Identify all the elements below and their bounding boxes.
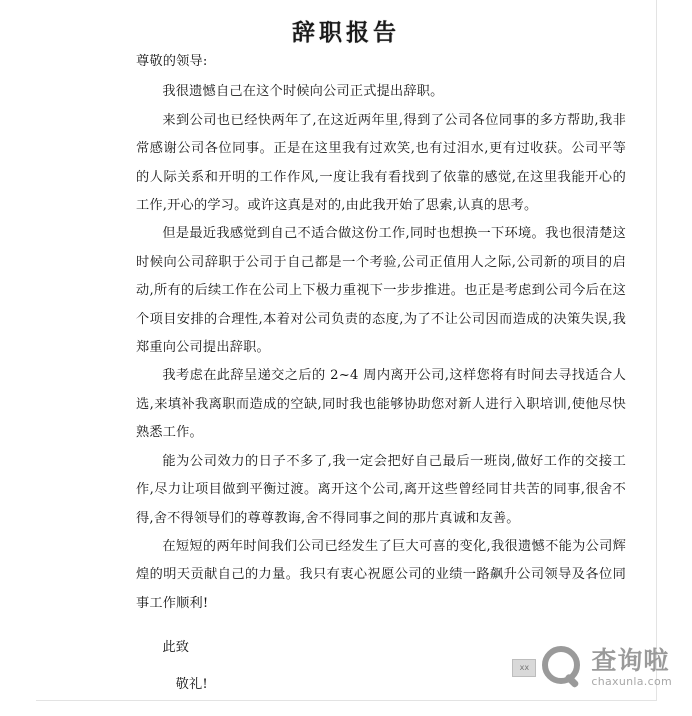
document-body (136, 48, 626, 699)
paragraph-3: 但是最近我感觉到自己不适合做这份工作,同时也想换一下环境。我也很清楚这时候向公司辞职于公司于自己都是一个考验,公司正值用人之际,公司新的项目的启动,所有的后续工作在公司上下极力重视下一步步推进。也正是考虑到公司今后在这个项目安排的合理性,本着对公司负责的态度,为了不让公司因而造成的决策失误,我郑重向公司提出辞职。 (136, 226, 626, 356)
brand-url: chaxunla.com (591, 675, 672, 689)
paragraph-2: 来到公司也已经快两年了,在这近两年里,得到了公司各位同事的多方帮助,我非常感谢公司各位同事。正是在这里我有过欢笑,也有过泪水,更有过收获。公司平等的人际关系和开明的工作作风,一度让我有看找到了依靠的感觉,在这里我能开心的工作,开心的学习。或许这真是对的,由此我开始了思索,认真的思考。 (136, 112, 626, 214)
page-title: 辞职报告 (292, 19, 400, 46)
closing-line-2: 敬礼! (175, 676, 208, 692)
watermark (512, 646, 672, 690)
paragraph-1: 我很遗憾自己在这个时候向公司正式提出辞职。 (162, 84, 444, 100)
paper-sheet (36, 0, 657, 701)
brand-logo (542, 646, 672, 690)
paragraph-4: 我考虑在此辞呈递交之后的 2~4 周内离开公司,这样您将有时间去寻找适合人选,来填补我离职而造成的空缺,同时我也能够协助您对新人进行入职培训,使他尽快熟悉工作。 (136, 368, 626, 441)
salutation: 尊敬的领导: (136, 54, 208, 69)
watermark-badge: xx (512, 659, 536, 677)
brand-name: 查询啦 (591, 646, 670, 676)
closing-line-1: 此致 (162, 640, 190, 656)
brand-text (591, 648, 672, 688)
paragraph-5: 能为公司效力的日子不多了,我一定会把好自己最后一班岗,做好工作的交接工作,尽力让项目做到平衡过渡。离开这个公司,离开这些曾经同甘共苦的同事,很舍不得,舍不得领导们的尊尊教诲,舍不得同事之间的那片真诚和友善。 (136, 453, 626, 526)
paragraph-6: 在短短的两年时间我们公司已经发生了巨大可喜的变化,我很遗憾不能为公司辉煌的明天贡献自己的力量。我只有衷心祝愿公司的业绩一路飙升公司领导及各位同事工作顺利! (136, 538, 626, 611)
search-icon (542, 646, 586, 690)
